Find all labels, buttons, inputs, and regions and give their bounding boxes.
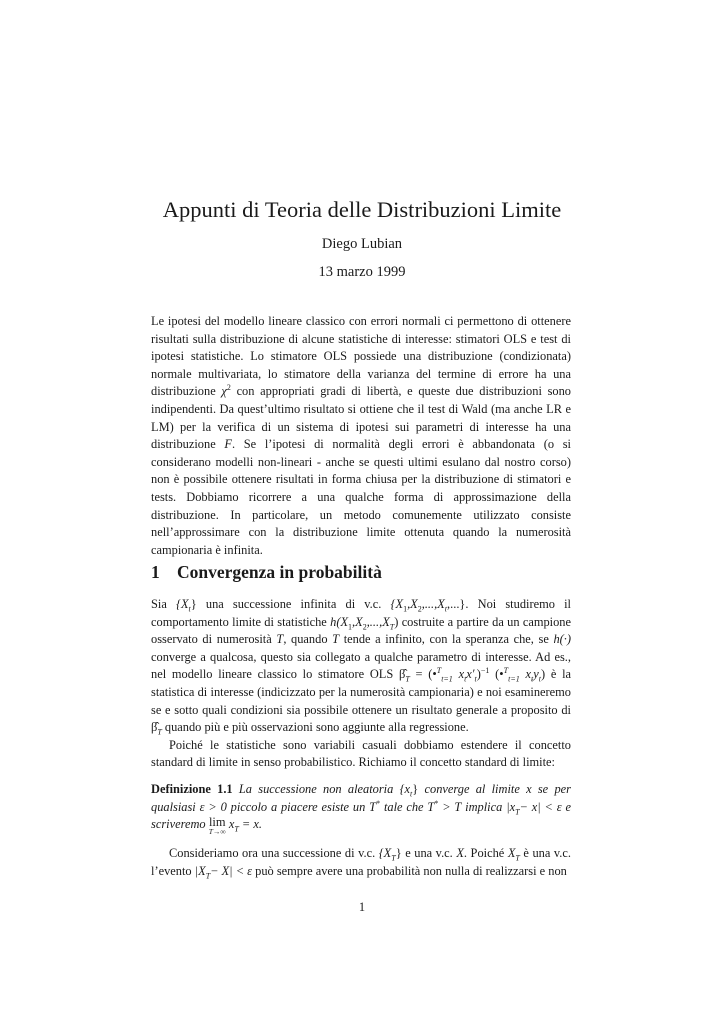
paragraph-2: Poiché le statistiche sono variabili casuali dobbiamo estendere il concetto standard di limite in senso probabilistico. Richiamo il concetto standard di limite: bbox=[151, 737, 571, 770]
section-title: Convergenza in probabilità bbox=[177, 562, 382, 582]
section-heading bbox=[151, 562, 382, 583]
page-number: 1 bbox=[358, 900, 366, 914]
author: Diego Lubian bbox=[321, 236, 403, 252]
section-body bbox=[151, 596, 571, 880]
definition-label: Definizione 1.1 bbox=[151, 781, 233, 796]
paragraph-3: Consideriamo ora una successione di v.c. $\{X_T\}$ e una v.c. X. Poiché $X_T$ è una v.c. l’evento $|X_T- X| < \varepsilon$ può sempre avere una probabilità non nulla di realizzarsi e non bbox=[151, 846, 571, 881]
paragraph-1: Sia $\{X_t\}$ una successione infinita di v.c. $\{X_1,X_2,...,X_t,...\}$. Noi studiremo il comportamento limite di statistiche $h(X_1,X_2,...,X_T)$ costruite a partire da un campione osservato di numerosità T, quando T tende a infinito, con la speranza che, se h(·) converge a qualcosa, questo sia collegato a qualche parametro di interesse. Ad es., nel modello lineare classico lo stimatore OLS $\betâ_T$ = (•$^T_{t=1}$ $x_tx'_t)^{-1}$ (•$^T_{t=1}$ $x_ty_t$) è la statistica di interesse (indicizzato per la numerosità campionaria) e noi esamineremo se e sotto quali condizioni sia possibile ottenere un risultato generale a proposito di $\betâ_T$ quando più e più osservazioni sono aggiunte alla regressione. bbox=[151, 597, 572, 737]
date: 13 marzo 1999 bbox=[318, 264, 406, 280]
document-title: Appunti di Teoria delle Distribuzioni Limite bbox=[162, 197, 562, 222]
definition-1-1: Definizione 1.1 La successione non aleatoria $\{x_t\}$ converge al limite x se per qualsiasi ε > 0 piccolo a piacere esiste un T* tale che T* > T implica $|x_T- x| < \varepsilon$ e scriveremo lim T→∞ $x_T = x$. bbox=[151, 781, 571, 837]
abstract: Le ipotesi del modello lineare classico con errori normali ci permettono di ottenere risultati sulla distribuzione di alcune statistiche di interesse: stimatori OLS e test di ipotesi statistiche. Lo stimatore OLS possiede una distribuzione (condizionata) normale multivariata, lo stimatore della varianza del termine di errore ha una distribuzione $\chi^2$ con appropriati gradi di libertà, e queste due distribuzioni sono indipendenti. Da quest’ultimo risultato si ottiene che il test di Wald (ma anche LR e LM) per la verifica di un sistema di ipotesi sui parametri di interesse ha una distribuzione F. Se l’ipotesi di normalità degli errori è abbandonata (o si considerano modelli non-lineari - anche se questi ultimi esulano dal nostro corso) non è possibile ottenere risultati in forma chiusa per la distribuzione di stimatori e tests. Dobbiamo ricorrere a una qualche forma di approssimazione della distribuzione. In particolare, un metodo comunemente utilizzato consiste nell’approssimare con la distribuzione limite ottenuta quando la numerosità campionaria è infinita. bbox=[151, 314, 571, 557]
section-number: 1 bbox=[151, 562, 160, 582]
limit-operator: lim T→∞ bbox=[208, 815, 226, 837]
